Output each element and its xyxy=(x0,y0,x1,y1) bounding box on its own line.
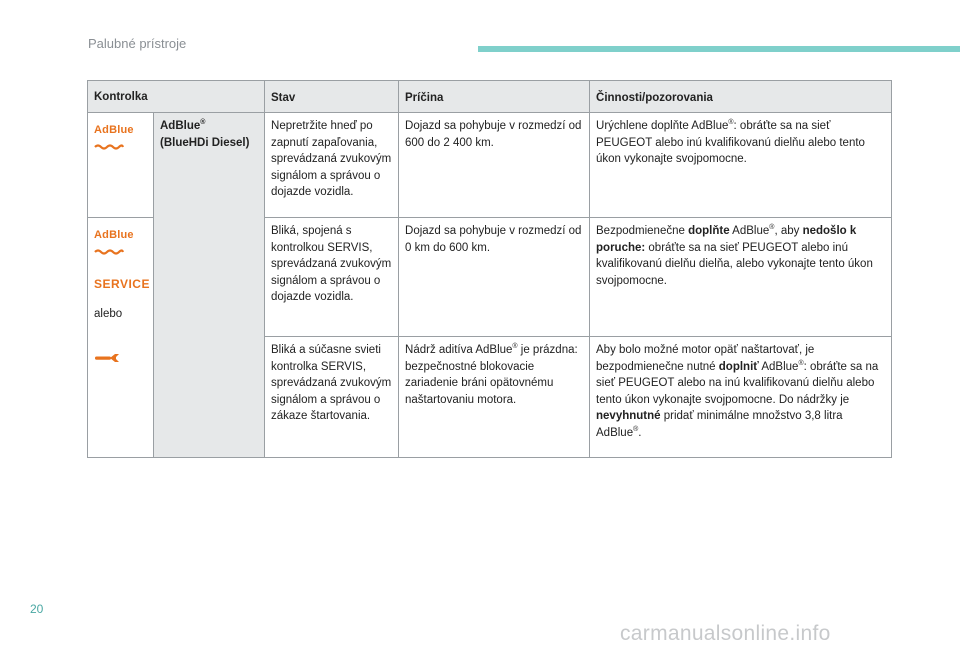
table-header-row xyxy=(88,81,892,113)
pricina-cell: Dojazd sa pohybuje v rozmedzí od 600 do 2 400 km. xyxy=(399,113,590,218)
header-accent-bar xyxy=(478,46,960,52)
adblue-warning-icon: AdBlue xyxy=(94,122,134,155)
table-row xyxy=(88,113,892,218)
icon-cell xyxy=(88,218,154,458)
header-stav: Stav xyxy=(265,81,399,113)
icon-cell xyxy=(88,113,154,218)
header-pricina: Príčina xyxy=(399,81,590,113)
stav-cell: Bliká, spojená s kontrolkou SERVIS, sprevádzaná zvukovým signálom a správou o dojazde vozidla. xyxy=(265,218,399,337)
warning-name-subtitle: (BlueHDi Diesel) xyxy=(160,136,250,149)
warning-lights-table xyxy=(87,80,892,458)
service-warning-icon: SERVICE xyxy=(94,277,150,291)
page-number: 20 xyxy=(30,602,44,616)
warning-name: AdBlue xyxy=(160,120,201,132)
cinnosti-cell: Urýchlene doplňte AdBlue®: obráťte sa na sieť PEUGEOT alebo inú kvalifikovanú dielňu alebo tento úkon vykonajte svojpomocne. xyxy=(590,113,892,218)
stav-cell: Bliká a súčasne svieti kontrolka SERVIS, sprevádzaná zvukovým signálom a správou o zákaze štartovania. xyxy=(265,337,399,458)
header-kontrolka: Kontrolka xyxy=(88,81,265,113)
warning-name-cell: AdBlue® (BlueHDi Diesel) xyxy=(154,113,265,458)
wrench-icon xyxy=(94,352,120,370)
stav-cell: Nepretržite hneď po zapnutí zapaľovania, sprevádzaná zvukovým signálom a správou o dojazde vozidla. xyxy=(265,113,399,218)
pricina-cell: Dojazd sa pohybuje v rozmedzí od 0 km do 600 km. xyxy=(399,218,590,337)
cinnosti-cell: Aby bolo možné motor opäť naštartovať, je bezpodmienečne nutné doplniť AdBlue®: obráťte sa na sieť PEUGEOT alebo na inú kvalifikovanú dielňu alebo tento úkon vykonajte svojpomocne. Do nádržky je nevyhnutné pridať minimálne množstvo 3,8 litra AdBlue®. xyxy=(590,337,892,458)
adblue-warning-icon: AdBlue xyxy=(94,227,134,260)
alebo-label: alebo xyxy=(94,307,123,320)
cinnosti-cell: Bezpodmienečne doplňte AdBlue®, aby nedošlo k poruche: obráťte sa na sieť PEUGEOT alebo inú kvalifikovanú dielňu dielňa, alebo vykonajte tento úkon svojpomocne. xyxy=(590,218,892,337)
watermark: carmanualsonline.info xyxy=(620,622,831,645)
section-title: Palubné prístroje xyxy=(88,36,187,51)
header-cinnosti: Činnosti/pozorovania xyxy=(590,81,892,113)
pricina-cell: Nádrž aditíva AdBlue® je prázdna: bezpečnostné blokovacie zariadenie bráni opätovnému naštartovaniu motora. xyxy=(399,337,590,458)
